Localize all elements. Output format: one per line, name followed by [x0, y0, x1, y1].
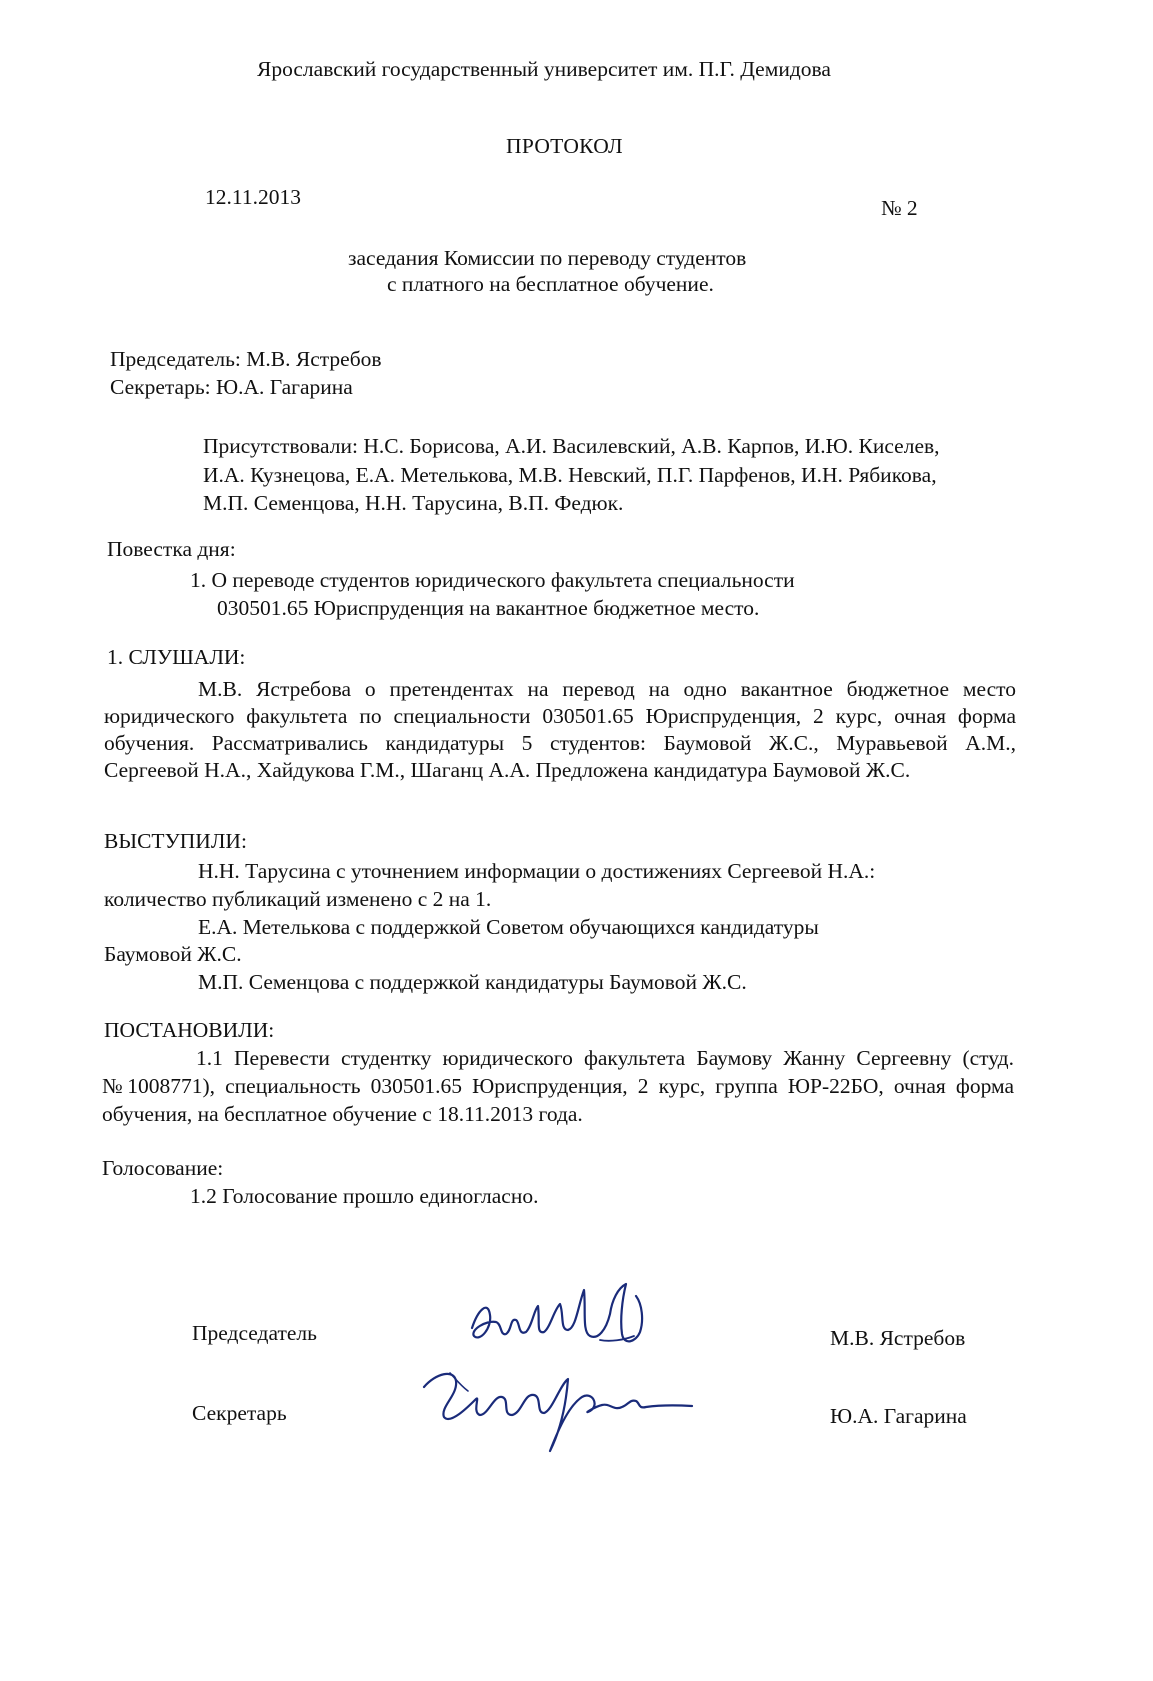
- resolved-text: 1.1 Перевести студентку юридического факультета Баумову Жанну Сергеевну (студ. №1008771), специальность 030501.65 Юриспруденция, 2 курс, группа ЮР-22БО, очная форма обучения, на бесплатное обучение с 18.11.2013 года.: [102, 1046, 1014, 1126]
- speaker1-line1: Н.Н. Тарусина с уточнением информации о достижениях Сергеевой Н.А.:: [198, 859, 876, 883]
- speakers-heading: ВЫСТУПИЛИ:: [104, 829, 247, 853]
- document-title: ПРОТОКОЛ: [506, 134, 623, 158]
- chairman-name: М.В. Ястребов: [830, 1326, 966, 1350]
- secretary-role: Секретарь: [192, 1401, 287, 1425]
- document-subtitle-line1: заседания Комиссии по переводу студентов: [348, 246, 747, 270]
- secretary-name: Ю.А. Гагарина: [830, 1404, 967, 1428]
- agenda-item-line1: 1. О переводе студентов юридического факультета специальности: [190, 568, 795, 592]
- voting-heading: Голосование:: [102, 1156, 224, 1180]
- chairman-role: Председатель: [192, 1321, 317, 1345]
- document-number: № 2: [881, 196, 918, 220]
- university-name: Ярославский государственный университет им. П.Г. Демидова: [257, 57, 831, 81]
- speaker3-line1: М.П. Семенцова с поддержкой кандидатуры Баумовой Ж.С.: [198, 970, 747, 994]
- resolved-heading: ПОСТАНОВИЛИ:: [104, 1018, 275, 1042]
- chairman-line: Председатель: М.В. Ястребов: [110, 347, 382, 371]
- speaker2-line2: Баумовой Ж.С.: [104, 942, 242, 966]
- chairman-signature: [450, 1270, 670, 1360]
- attendees-line2: И.А. Кузнецова, Е.А. Метелькова, М.В. Невский, П.Г. Парфенов, И.Н. Рябикова,: [203, 463, 937, 487]
- secretary-signature: [410, 1355, 700, 1465]
- attendees-line1: Присутствовали: Н.С. Борисова, А.И. Василевский, А.В. Карпов, И.Ю. Киселев,: [203, 434, 940, 458]
- document-date: 12.11.2013: [205, 185, 301, 209]
- document-subtitle-line2: с платного на бесплатное обучение.: [387, 272, 714, 296]
- agenda-heading: Повестка дня:: [107, 537, 236, 561]
- heard-text: М.В. Ястребова о претендентах на перевод на одно вакантное бюджетное место юридического факультета по специальности 030501.65 Юриспруденция, 2 курс, очная форма обучения. Рассматривались кандидатуры 5 студентов: Баумовой Ж.С., Муравьевой А.М., Сергеевой Н.А., Хайдукова Г.М., Шаганц А.А. Предложена кандидатура Баумовой Ж.С.: [104, 677, 1016, 782]
- voting-text: 1.2 Голосование прошло единогласно.: [190, 1184, 539, 1208]
- speaker1-line2: количество публикаций изменено с 2 на 1.: [104, 887, 492, 911]
- attendees-line3: М.П. Семенцова, Н.Н. Тарусина, В.П. Федюк.: [203, 491, 624, 515]
- agenda-item-line2: 030501.65 Юриспруденция на вакантное бюджетное место.: [217, 596, 760, 620]
- speaker2-line1: Е.А. Метелькова с поддержкой Советом обучающихся кандидатуры: [198, 915, 819, 939]
- heard-heading: 1. СЛУШАЛИ:: [107, 645, 246, 669]
- secretary-line: Секретарь: Ю.А. Гагарина: [110, 375, 353, 399]
